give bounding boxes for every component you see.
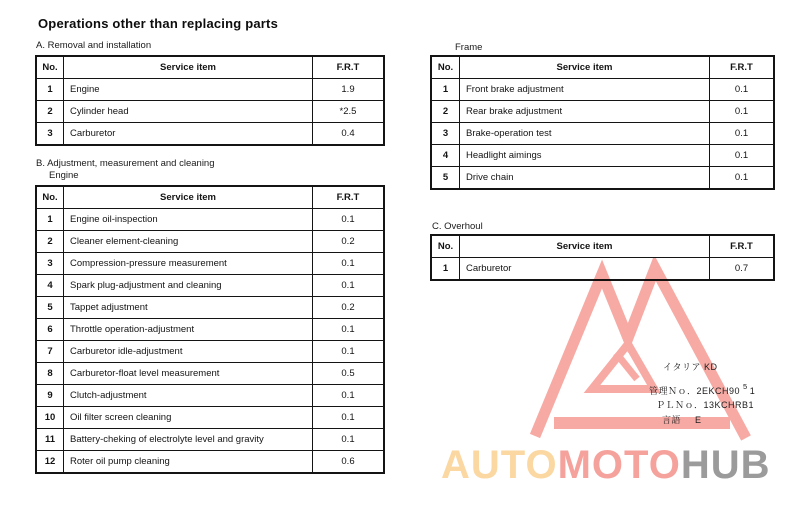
cell-frt: 0.1 <box>710 101 775 123</box>
cell-item: Oil filter screen cleaning <box>64 407 313 429</box>
table-row <box>36 407 384 429</box>
cell-no: 9 <box>36 385 64 407</box>
cell-no: 3 <box>36 123 64 146</box>
cell-item: Headlight aimings <box>460 145 710 167</box>
table-row <box>431 258 774 281</box>
stamp-language-value: E <box>695 415 702 425</box>
cell-frt: 0.5 <box>313 363 385 385</box>
cell-frt: 0.1 <box>313 275 385 297</box>
cell-item: Tappet adjustment <box>64 297 313 319</box>
column-header-no: No. <box>431 56 460 79</box>
cell-no: 5 <box>431 167 460 190</box>
table-adjustment-measurement-cleaning <box>35 185 385 474</box>
cell-no: 1 <box>36 79 64 101</box>
section-frame-label: Frame <box>455 42 483 53</box>
stamp-kanri-prefix: 管理Ｎｏ．2EKCH90 <box>649 386 741 396</box>
stamp-line-italia-kd: イタリア KD <box>663 362 718 372</box>
cell-item: Compression-pressure measurement <box>64 253 313 275</box>
table-row <box>36 385 384 407</box>
cell-frt: 0.1 <box>313 385 385 407</box>
table-frame <box>430 55 775 190</box>
watermark-moto: MOTO <box>557 443 681 487</box>
table-row <box>431 101 774 123</box>
column-header-no: No. <box>36 186 64 209</box>
table-row <box>36 209 384 231</box>
table-row <box>431 79 774 101</box>
section-a-label: A. Removal and installation <box>36 40 152 51</box>
cell-frt: 0.2 <box>313 297 385 319</box>
cell-frt: 0.1 <box>313 341 385 363</box>
table-row <box>36 253 384 275</box>
cell-frt: 0.1 <box>710 167 775 190</box>
cell-frt: 0.1 <box>710 145 775 167</box>
cell-item: Carburetor-float level measurement <box>64 363 313 385</box>
cell-no: 7 <box>36 341 64 363</box>
table-header-row <box>431 235 774 258</box>
cell-no: 1 <box>431 79 460 101</box>
cell-item: Cylinder head <box>64 101 313 123</box>
cell-frt: 1.9 <box>313 79 385 101</box>
cell-no: 1 <box>431 258 460 281</box>
table-row <box>36 429 384 451</box>
table-row <box>36 79 384 101</box>
cell-no: 5 <box>36 297 64 319</box>
cell-frt: 0.6 <box>313 451 385 474</box>
cell-no: 3 <box>36 253 64 275</box>
table-row <box>36 363 384 385</box>
cell-no: 3 <box>431 123 460 145</box>
stamp-line-language <box>662 413 702 426</box>
stamp-line-kanri-no <box>649 384 755 397</box>
column-header-no: No. <box>431 235 460 258</box>
cell-no: 2 <box>36 101 64 123</box>
table-row <box>36 275 384 297</box>
table-row <box>36 319 384 341</box>
column-header-service-item: Service item <box>460 235 710 258</box>
column-header-no: No. <box>36 56 64 79</box>
table-removal-installation <box>35 55 385 146</box>
table-header-row <box>36 186 384 209</box>
watermark-auto: AUTO <box>441 443 558 487</box>
cell-item: Roter oil pump cleaning <box>64 451 313 474</box>
cell-frt: 0.2 <box>313 231 385 253</box>
cell-item: Spark plug-adjustment and cleaning <box>64 275 313 297</box>
stamp-kanri-superscript: 5 <box>743 382 748 391</box>
cell-item: Battery-cheking of electrolyte level and gravity <box>64 429 313 451</box>
table-header-row <box>431 56 774 79</box>
cell-frt: 0.4 <box>313 123 385 146</box>
table-row <box>431 145 774 167</box>
cell-no: 2 <box>36 231 64 253</box>
section-c-label: C. Overhoul <box>432 221 483 232</box>
stamp-language-label: 言語 <box>662 415 682 425</box>
cell-item: Carburetor <box>64 123 313 146</box>
cell-no: 4 <box>431 145 460 167</box>
cell-frt: 0.1 <box>710 123 775 145</box>
cell-item: Engine oil-inspection <box>64 209 313 231</box>
cell-item: Brake-operation test <box>460 123 710 145</box>
cell-frt: 0.1 <box>313 407 385 429</box>
cell-item: Engine <box>64 79 313 101</box>
cell-no: 1 <box>36 209 64 231</box>
cell-item: Clutch-adjustment <box>64 385 313 407</box>
stamp-line-pl-no: ＰＬＮｏ．13KCHRB1 <box>656 400 755 410</box>
table-row <box>36 451 384 474</box>
cell-no: 10 <box>36 407 64 429</box>
cell-item: Throttle operation-adjustment <box>64 319 313 341</box>
table-row <box>36 297 384 319</box>
cell-no: 11 <box>36 429 64 451</box>
stamp-kanri-suffix: 1 <box>749 386 756 396</box>
column-header-frt: F.R.T <box>313 186 385 209</box>
automotohub-triangle-logo-icon <box>440 258 790 458</box>
cell-frt: 0.1 <box>313 319 385 341</box>
cell-frt: 0.1 <box>313 253 385 275</box>
table-overhaul <box>430 234 775 281</box>
cell-frt: 0.1 <box>313 429 385 451</box>
cell-item: Carburetor idle-adjustment <box>64 341 313 363</box>
table-row <box>36 101 384 123</box>
column-header-frt: F.R.T <box>710 56 775 79</box>
cell-item: Rear brake adjustment <box>460 101 710 123</box>
table-row <box>431 167 774 190</box>
table-row <box>36 231 384 253</box>
cell-no: 6 <box>36 319 64 341</box>
cell-frt: 0.7 <box>710 258 775 281</box>
watermark-hub: HUB <box>680 443 771 487</box>
column-header-service-item: Service item <box>460 56 710 79</box>
column-header-frt: F.R.T <box>313 56 385 79</box>
column-header-frt: F.R.T <box>710 235 775 258</box>
cell-no: 8 <box>36 363 64 385</box>
page-title: Operations other than replacing parts <box>38 16 278 31</box>
section-b-label: B. Adjustment, measurement and cleaning <box>36 158 215 169</box>
cell-item: Carburetor <box>460 258 710 281</box>
table-row <box>431 123 774 145</box>
cell-no: 2 <box>431 101 460 123</box>
table-row <box>36 123 384 146</box>
cell-no: 12 <box>36 451 64 474</box>
column-header-service-item: Service item <box>64 56 313 79</box>
cell-item: Front brake adjustment <box>460 79 710 101</box>
cell-item: Drive chain <box>460 167 710 190</box>
column-header-service-item: Service item <box>64 186 313 209</box>
table-header-row <box>36 56 384 79</box>
section-b-sublabel: Engine <box>49 170 79 181</box>
cell-frt: *2.5 <box>313 101 385 123</box>
cell-no: 4 <box>36 275 64 297</box>
automotohub-watermark <box>441 443 771 488</box>
cell-frt: 0.1 <box>710 79 775 101</box>
table-row <box>36 341 384 363</box>
cell-frt: 0.1 <box>313 209 385 231</box>
cell-item: Cleaner element-cleaning <box>64 231 313 253</box>
